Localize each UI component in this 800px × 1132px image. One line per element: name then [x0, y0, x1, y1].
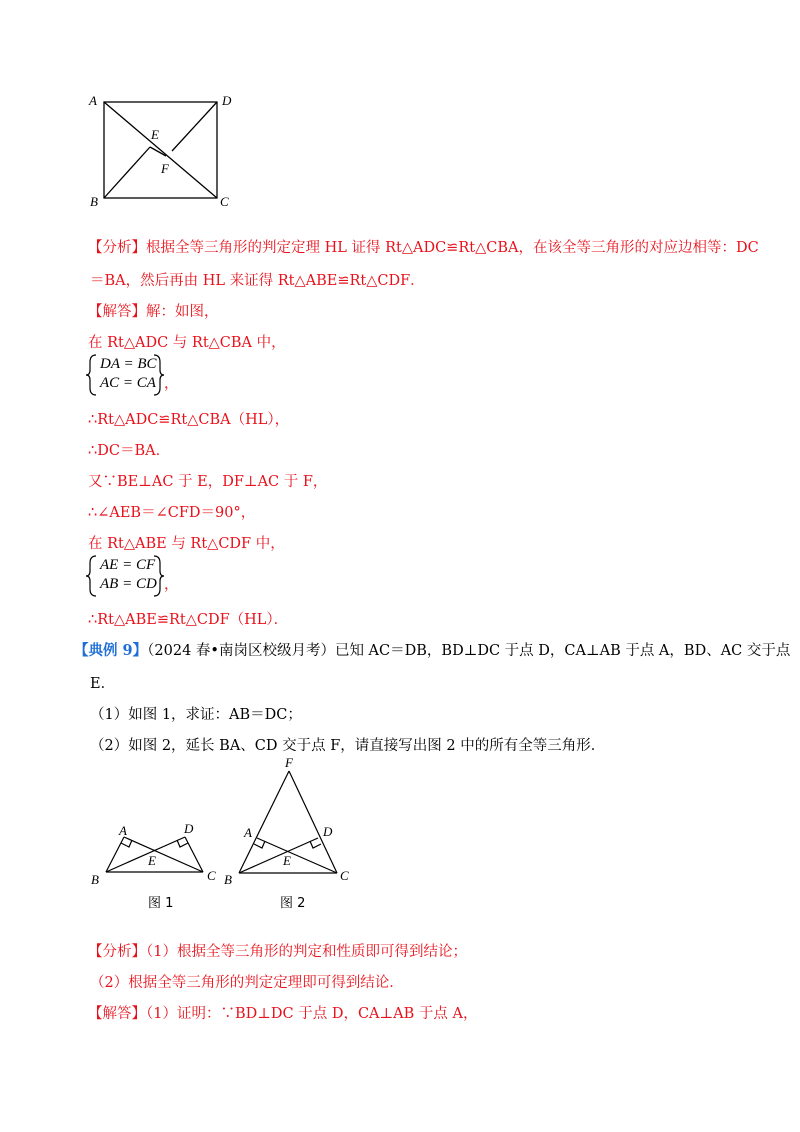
solution-line: ∴Rt△ABE≌Rt△CDF（HL）．: [88, 612, 289, 628]
vertex-label-f: F: [285, 755, 293, 770]
analysis-line-1: 【分析】（1）根据全等三角形的判定和性质即可得到结论；: [88, 944, 467, 960]
solution-line: ∴∠AEB＝∠CFD＝90°，: [88, 505, 256, 521]
vertex-label-b: B: [90, 194, 98, 209]
vertex-label-c: C: [340, 868, 349, 883]
solution-heading: 【解答】解：如图，: [88, 304, 219, 320]
vertex-label-a: A: [244, 825, 252, 840]
solution-line: 在 Rt△ABE 与 Rt△CDF 中，: [88, 536, 285, 552]
example-tag: 【典例 9】: [74, 642, 148, 659]
solution-line: 又∵BE⊥AC 于 E，DF⊥AC 于 F，: [88, 474, 328, 490]
system-comma: ，: [164, 577, 179, 593]
analysis-line-2: （2）根据全等三角形的判定定理即可得到结论．: [90, 975, 404, 991]
vertex-label-b: B: [91, 872, 99, 887]
point-label-e: E: [283, 853, 291, 868]
system-row-2: AB = CD: [100, 576, 157, 592]
solution-line: ∴Rt△ADC≌Rt△CBA（HL），: [88, 412, 290, 428]
figure-1-caption: 图 1: [148, 896, 174, 911]
vertex-label-c: C: [207, 868, 216, 883]
vertex-label-a: A: [89, 93, 97, 108]
solution-line: 在 Rt△ADC 与 Rt△CBA 中，: [88, 335, 286, 351]
vertex-label-d: D: [222, 93, 232, 108]
solution-line: ∴DC＝BA．: [88, 443, 171, 459]
vertex-label-d: D: [323, 824, 333, 839]
figure-2-caption: 图 2: [280, 896, 306, 911]
point-label-f: F: [161, 161, 169, 176]
system-row-1: DA = BC: [100, 356, 157, 372]
point-label-e: E: [151, 127, 159, 142]
vertex-label-b: B: [224, 872, 232, 887]
vertex-label-a: A: [119, 823, 127, 838]
question-2: （2）如图 2，延长 BA、CD 交于点 F，请直接写出图 2 中的所有全等三角形．: [90, 738, 606, 754]
vertex-label-c: C: [220, 194, 229, 209]
system-row-1: AE = CF: [100, 557, 156, 573]
system-comma: ，: [164, 376, 179, 392]
question-1: （1）如图 1，求证：AB＝DC；: [90, 707, 302, 723]
vertex-label-d: D: [184, 821, 194, 836]
example-9-line-2: E．: [90, 676, 116, 692]
example-text: （2024 春•南岗区校级月考）已知 AC＝DB，BD⊥DC 于点 D，CA⊥AB 于点 A，BD、AC 交于点: [147, 643, 791, 659]
point-label-e: E: [148, 853, 156, 868]
analysis-line-1: 【分析】根据全等三角形的判定定理 HL 证得 Rt△ADC≌Rt△CBA，在该全等三角形的对应边相等：DC: [88, 240, 759, 256]
solution-2-line-1: 【解答】（1）证明：∵BD⊥DC 于点 D，CA⊥AB 于点 A，: [88, 1006, 478, 1022]
analysis-line-2: ＝BA，然后再由 HL 来证得 Rt△ABE≌Rt△CDF．: [90, 273, 425, 289]
system-row-2: AC = CA: [100, 375, 156, 391]
